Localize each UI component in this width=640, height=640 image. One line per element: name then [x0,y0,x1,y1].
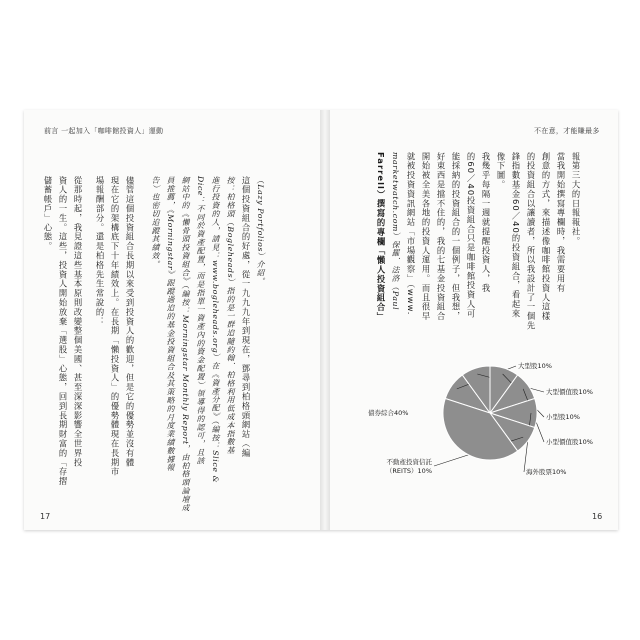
book-gutter [320,110,330,530]
pie-slice-label: 小型價值股10% [546,438,593,446]
right-text-column: 我幾乎每隔一週就提醒投資人，我 [481,152,491,293]
left-text-column: 網站中的《懶骨頭投資組合》（編按：Morningstar Monthly Report，由柏格頭論壇成 [181,176,190,512]
right-page-header: 不在意，才能賺最多 [534,127,600,135]
pie-slice-label: 小型股10% [546,413,580,421]
left-text-column: 現在它的架構底下十年績效上。在長期「懶投資人」的優勢體現在長期市 [110,176,120,477]
pie-slice-label: 大型股10% [518,362,552,370]
right-text-column: 的投資組合以讓讀者，所以我設計了一個先 [526,152,536,331]
right-text-column: 鋒指數基金60／40的投資組合，看起來 [511,152,521,319]
right-text-column: 能採納的投資組合的一個例子，但我想， [451,152,461,322]
left-text-column: 資人的一生。這些，投資人開始放棄「選股」心態，回到長期財富的「存摺 [58,176,68,487]
left-text-column: （Lazy Portfolios）介紹。 [256,176,265,286]
right-text-column: 創意的方式，來描述像咖啡館投資人這樣 [541,152,551,322]
left-text-column: Dice：不同於資產配置，而是指單一資產內的資金配置）領導得的認可，且該 [196,176,205,465]
right-text-column: 當我開始撰寫專欄時，我需要用有 [556,152,566,293]
left-text-column: 告）也密切追蹤其績效。 [151,176,160,269]
left-page-number: 17 [40,512,51,521]
pie-slice-label: 不動產投資信託（REITS）10% [385,458,432,475]
left-text-column: 這個投資組合的好處，從一九九九年到現在，鄧尋到柏格頭網站（編 [241,176,251,458]
left-text-column: 進行投資的人，請見：www.bogleheads.org）在《資產分配》（編按：Slice & [211,176,220,484]
pie-slice-label: 大型價值股10% [546,388,593,396]
right-text-column: 的60／40投資組合只是咖啡館投資人可 [466,152,476,319]
left-text-column: 員推薦，《Morningstar》跟蹤過追的基金投資組合及其策略的月度業績數據報 [166,176,175,472]
right-text-column: 報第三大的日報報社。 [571,152,581,246]
left-page-header: 前言 一起加入「咖啡館投資人」運動 [44,127,164,135]
right-text-column: 像下圖。 [496,152,506,190]
allocation-pie-chart [340,340,610,510]
left-text-column: 儘管這個投資組合長期以來受到投資人的歡迎，但是它的優勢並沒有體 [125,176,135,468]
right-page-number: 16 [592,512,603,521]
left-text-column: 從那時起，我見證這些基本原則改變整個美國、甚至深深影響全世界投 [73,176,83,468]
pie-slice-label: 海外股票10% [526,468,567,476]
right-text-column: 就被投資資訊網站「市場觀察」（www. [406,152,416,316]
left-text-column: 儲蓄帳戶」心態。 [43,176,53,252]
pie-slice-label: 債券綜合40% [368,409,409,417]
right-text-column: marketwatch.com）保羅．法洛（Paul [391,152,400,311]
right-text-column: Farrell）撰寫的專欄「懶人投資組合」 [376,152,386,322]
right-text-column: 好東西是擋不住的，我的七基金投資組合 [436,152,446,322]
left-text-column: 按：柏格頭（Bogleheads）指的是一群追隨約翰．柏格利用低成本指數基 [226,176,235,455]
left-text-column: 場報酬部分。還是柏格先生常說的： [95,176,105,327]
right-text-column: 開始被全美各地的投資人運用。而且很早 [421,152,431,322]
